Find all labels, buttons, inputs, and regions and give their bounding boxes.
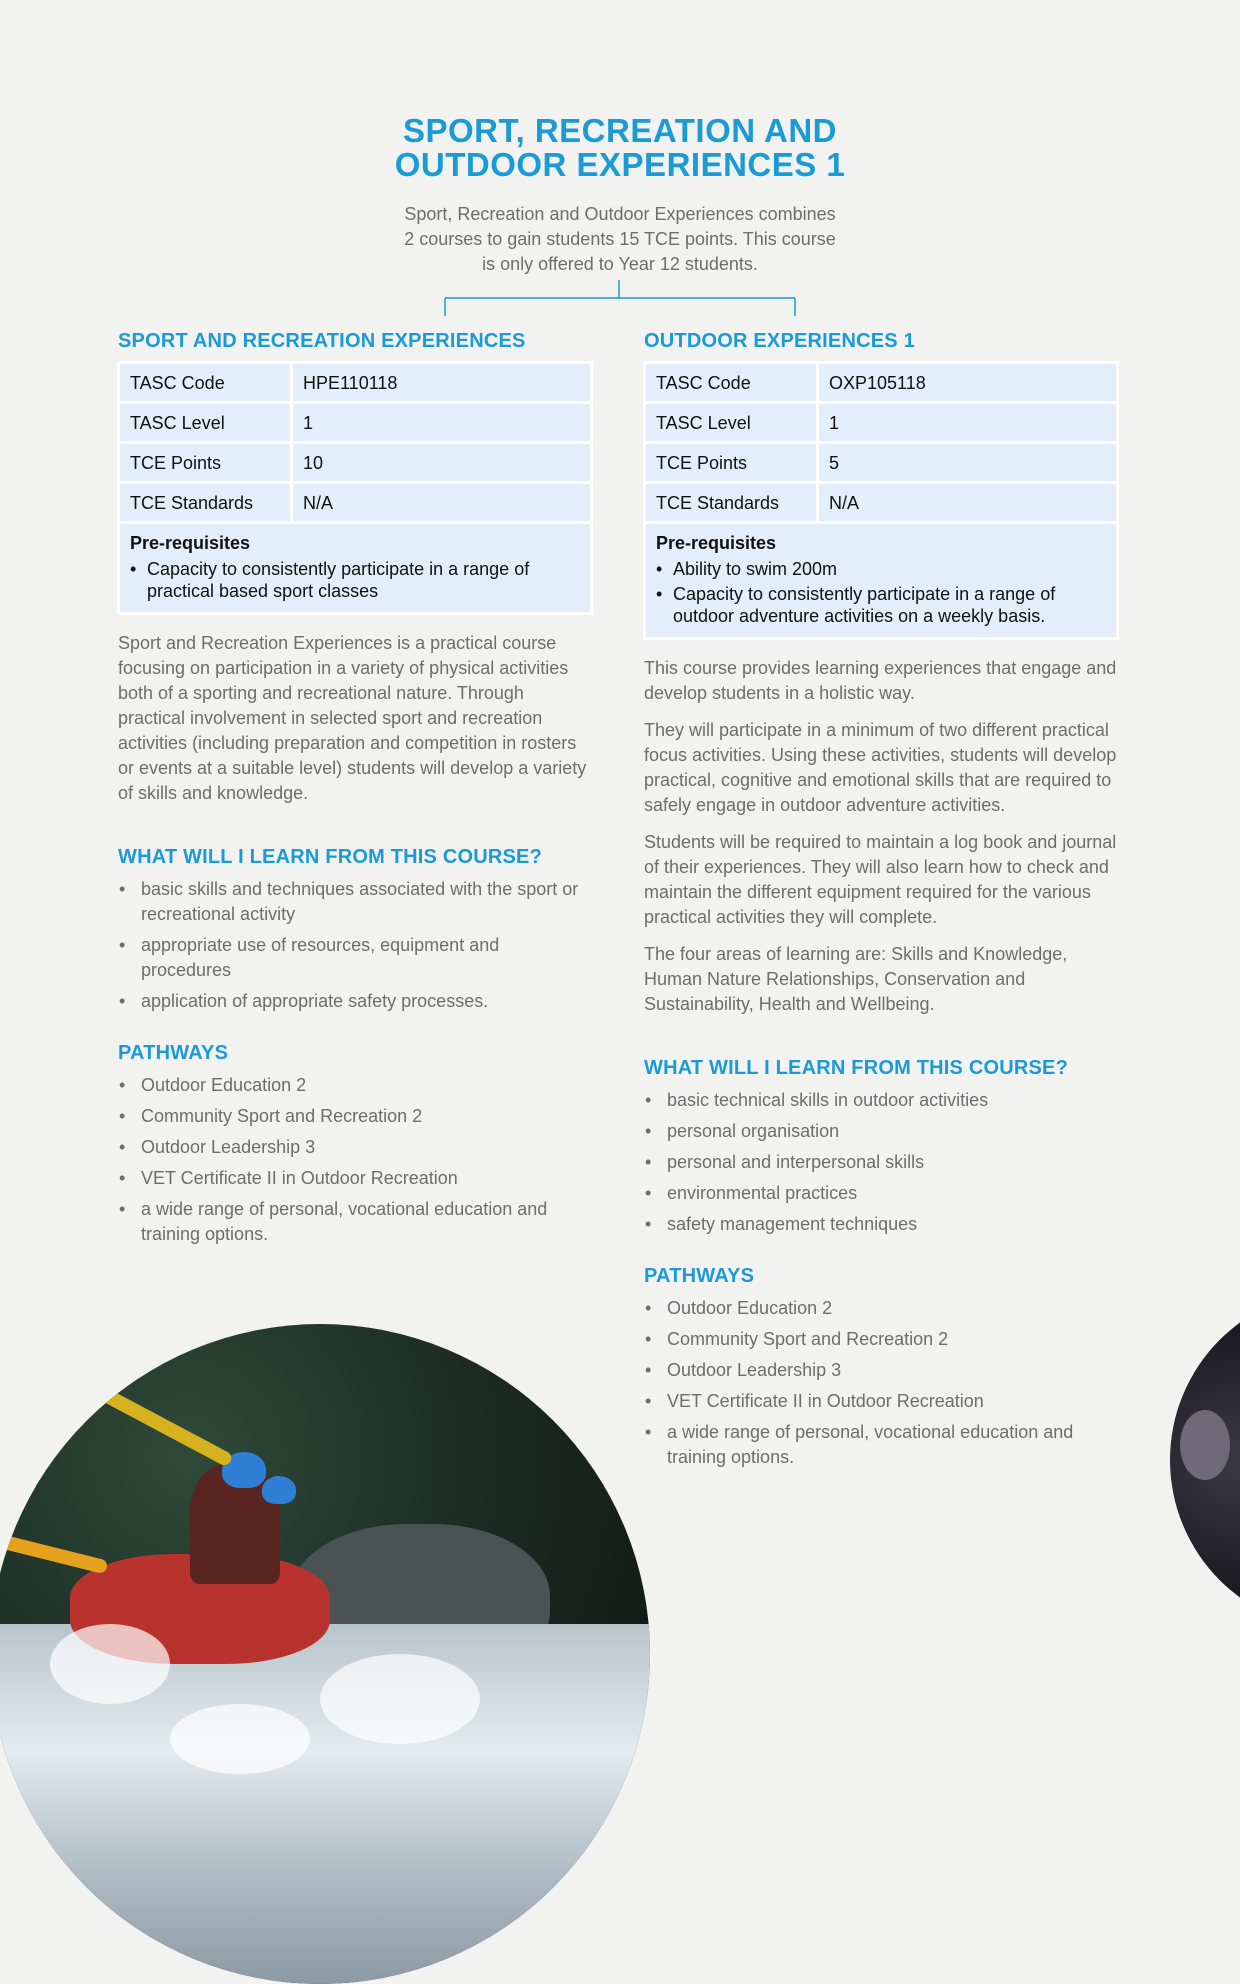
section-heading-outdoor-experiences: OUTDOOR EXPERIENCES 1	[644, 330, 915, 352]
table-row	[646, 524, 1116, 637]
table-row	[120, 404, 590, 441]
bracket-connector	[0, 0, 1240, 330]
table-value: 10	[293, 444, 590, 481]
pathways-heading: PATHWAYS	[118, 1042, 229, 1064]
table-row	[646, 404, 1116, 441]
table-row	[120, 364, 590, 401]
pathways-list	[644, 1296, 1120, 1470]
list-item: • basic technical skills in outdoor activities	[644, 1088, 1120, 1113]
learn-list	[644, 1088, 1120, 1237]
list-item: • VET Certificate II in Outdoor Recreation	[118, 1166, 594, 1191]
list-item: • safety management techniques	[644, 1212, 1120, 1237]
pathways-heading: PATHWAYS	[644, 1265, 755, 1287]
section-heading-sport-recreation: SPORT AND RECREATION EXPERIENCES	[118, 330, 526, 352]
spray-shape	[170, 1704, 310, 1774]
course-paragraph: They will participate in a minimum of two different practical focus activities. Using these activities, students will develop practical, cognitive and emotional skills that are required to safely engage in outdoor adventure activities.	[644, 720, 1117, 815]
pathways-list	[118, 1073, 594, 1247]
spray-shape	[50, 1624, 170, 1704]
table-value: 5	[819, 444, 1116, 481]
table-row	[120, 524, 590, 612]
learn-heading: WHAT WILL I LEARN FROM THIS COURSE?	[118, 846, 543, 868]
list-item: • personal and interpersonal skills	[644, 1150, 1120, 1175]
intro-line-1: Sport, Recreation and Outdoor Experiences combines	[404, 204, 836, 224]
course-info-table	[117, 361, 593, 615]
column-sport-recreation	[118, 328, 594, 1253]
highlight-shape	[1180, 1410, 1230, 1480]
course-description: Sport and Recreation Experiences is a practical course focusing on participation in a variety of physical activities both of a sporting and recreational nature. Through practical involvement in selected sport and recreation activities (including preparation and competition in rosters or events at a suitable level) students will develop a variety of skills and knowledge.	[118, 633, 587, 803]
list-item: • Capacity to consistently participate in a range of practical based sport classes	[130, 558, 580, 602]
prerequisites-cell	[120, 524, 590, 612]
list-item: • Community Sport and Recreation 2	[644, 1327, 1120, 1352]
list-item: • application of appropriate safety processes.	[118, 989, 594, 1014]
list-item: • appropriate use of resources, equipment and procedures	[118, 933, 594, 983]
prerequisites-list	[130, 558, 580, 602]
course-paragraph: This course provides learning experiences that engage and develop students in a holistic way.	[644, 658, 1117, 703]
list-item: • environmental practices	[644, 1181, 1120, 1206]
table-key: TASC Level	[120, 404, 290, 441]
spray-shape	[320, 1654, 480, 1744]
course-paragraph: Students will be required to maintain a log book and journal of their experiences. They will also learn how to check and maintain the different equipment required for the various practical activities they will complete.	[644, 832, 1117, 927]
kayaking-photo	[0, 1324, 650, 1984]
prerequisites-title: Pre-requisites	[130, 533, 251, 553]
intro-line-3: is only offered to Year 12 students.	[482, 254, 758, 274]
paddle-shape	[0, 1534, 108, 1574]
list-item: • Outdoor Education 2	[118, 1073, 594, 1098]
list-item: • VET Certificate II in Outdoor Recreation	[644, 1389, 1120, 1414]
list-item: • Capacity to consistently participate in a range of outdoor adventure activities on a weekly basis.	[656, 583, 1106, 627]
list-item: • personal organisation	[644, 1119, 1120, 1144]
list-item: • Ability to swim 200m	[656, 558, 1106, 580]
table-row	[646, 444, 1116, 481]
list-item: • a wide range of personal, vocational education and training options.	[118, 1197, 594, 1247]
prerequisites-cell	[646, 524, 1116, 637]
table-row	[120, 444, 590, 481]
table-key: TASC Code	[120, 364, 290, 401]
table-value: 1	[293, 404, 590, 441]
learn-heading: WHAT WILL I LEARN FROM THIS COURSE?	[644, 1057, 1069, 1079]
course-paragraph: The four areas of learning are: Skills and Knowledge, Human Nature Relationships, Conservation and Sustainability, Health and Wellbeing.	[644, 944, 1068, 1014]
title-line-1: SPORT, RECREATION AND	[402, 112, 838, 149]
table-value: OXP105118	[819, 364, 1116, 401]
list-item: • basic skills and techniques associated with the sport or recreational activity	[118, 877, 594, 927]
table-value: 1	[819, 404, 1116, 441]
list-item: • Community Sport and Recreation 2	[118, 1104, 594, 1129]
title-line-2: OUTDOOR EXPERIENCES 1	[394, 146, 846, 183]
paddle-shape	[95, 1385, 234, 1468]
table-value: N/A	[819, 484, 1116, 521]
table-row	[646, 484, 1116, 521]
table-key: TCE Points	[646, 444, 816, 481]
table-value: N/A	[293, 484, 590, 521]
list-item: • a wide range of personal, vocational education and training options.	[644, 1420, 1120, 1470]
table-row	[120, 484, 590, 521]
table-key: TCE Standards	[646, 484, 816, 521]
column-outdoor-experiences	[644, 328, 1120, 1476]
learn-list	[118, 877, 594, 1014]
table-value: HPE110118	[293, 364, 590, 401]
list-item: • Outdoor Leadership 3	[118, 1135, 594, 1160]
prerequisites-list	[656, 558, 1106, 627]
table-key: TCE Points	[120, 444, 290, 481]
course-info-table	[643, 361, 1119, 640]
helmet-shape	[262, 1476, 296, 1504]
list-item: • Outdoor Leadership 3	[644, 1358, 1120, 1383]
list-item: • Outdoor Education 2	[644, 1296, 1120, 1321]
table-key: TASC Level	[646, 404, 816, 441]
intro-line-2: 2 courses to gain students 15 TCE points. This course	[404, 229, 836, 249]
prerequisites-title: Pre-requisites	[656, 533, 777, 553]
table-row	[646, 364, 1116, 401]
table-key: TCE Standards	[120, 484, 290, 521]
table-key: TASC Code	[646, 364, 816, 401]
secondary-photo	[1170, 1290, 1240, 1630]
